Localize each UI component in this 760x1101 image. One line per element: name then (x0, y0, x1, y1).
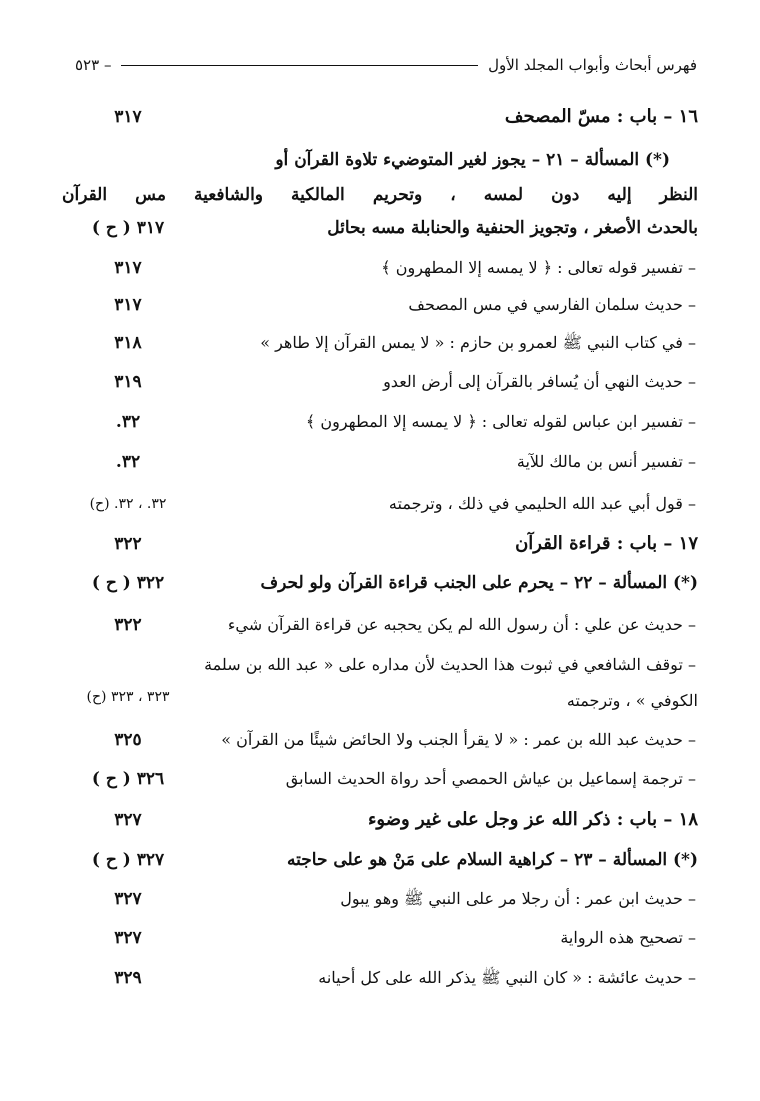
section-heading: ١٧ – باب : قراءة القرآن (515, 533, 698, 554)
page-ref: ٣٢٧ ( ح ) (91, 850, 165, 870)
issue-heading-cont: بالحدث الأصغر ، وتجويز الحنفية والحنابلة مسه بحائل (327, 218, 698, 238)
section-heading: ١٦ – باب : مسّ المصحف (504, 106, 698, 127)
sub-entry: – حديث عائشة : « كان النبي ﷺ يذكر الله على كل أحيانه (318, 961, 696, 995)
page-ref: ٣٢٧ (114, 889, 142, 909)
sub-entry: – تفسير أنس بن مالك للآية (517, 445, 696, 479)
page-ref: ٣٢٩ (114, 968, 142, 988)
index-entry (0, 326, 760, 360)
page-ref: ٣٢٢ ( ح ) (91, 573, 165, 593)
sub-entry: – حديث ابن عمر : أن رجلا مر على النبي ﷺ وهو يبول (340, 882, 696, 916)
index-entry (0, 251, 760, 285)
index-entry (0, 365, 760, 399)
index-entry (0, 608, 760, 642)
index-entry (0, 762, 760, 796)
issue-heading: (*) المسألة – ٢٣ – كراهية السلام على مَنْ هو على حاجته (287, 850, 698, 870)
sub-entry: – حديث عبد الله بن عمر : « لا يقرأ الجنب ولا الحائض شيئًا من القرآن » (221, 723, 696, 757)
sub-entry: – تصحيح هذه الرواية (560, 921, 696, 955)
index-entry (0, 211, 760, 245)
section-heading: ١٨ – باب : ذكر الله عز وجل على غير وضوء (367, 809, 698, 830)
header-rule (121, 65, 478, 66)
sub-entry: – تفسير ابن عباس لقوله تعالى : ﴿ لا يمسه إلا المطهرون ﴾ (306, 405, 696, 439)
header-page-number: – ٥٢٣ (75, 56, 112, 74)
page-ref: ٣١٧ (114, 107, 142, 127)
index-entry (0, 921, 760, 955)
page-ref: ٣٢٧ (114, 810, 142, 830)
page-ref: ٣١٧ ( ح ) (91, 218, 165, 238)
page-ref: ٣٢٣ ، ٣٢٣ (ح) (86, 689, 170, 705)
sub-entry-cont: الكوفي » ، وترجمته (566, 691, 698, 710)
issue-heading: (*) المسألة – ٢١ – يجوز لغير المتوضيء تلاوة القرآن أو (275, 150, 670, 170)
index-entry (0, 487, 760, 521)
index-entry (0, 566, 760, 600)
index-entry (0, 803, 760, 837)
page-ref: ٣٢٧ (114, 928, 142, 948)
page-ref: ٣٢. ، ٣٢. (ح) (89, 496, 167, 512)
sub-entry: – حديث عن علي : أن رسول الله لم يكن يحجبه عن قراءة القرآن شيء (228, 608, 696, 642)
sub-entry: – توقف الشافعي في ثبوت هذا الحديث لأن مداره على « عبد الله بن سلمة (204, 648, 696, 682)
page-ref: ٣١٧ (114, 258, 142, 278)
index-entry (0, 405, 760, 439)
index-entry (0, 882, 760, 916)
sub-entry: – حديث سلمان الفارسي في مس المصحف (408, 288, 696, 322)
index-entry (0, 843, 760, 877)
sub-entry: – حديث النهي أن يُسافر بالقرآن إلى أرض العدو (383, 365, 696, 399)
page-ref: ٣٢. (115, 412, 141, 432)
page-ref: ٣١٨ (114, 333, 142, 353)
issue-heading-cont: النظر إليه دون لمسه ، وتحريم المالكية والشافعية مس القرآن (62, 185, 698, 205)
index-entry (0, 178, 760, 212)
index-entry (0, 100, 760, 134)
index-entry (0, 143, 760, 177)
index-entry (0, 684, 760, 718)
index-entry (0, 527, 760, 561)
sub-entry: – في كتاب النبي ﷺ لعمرو بن حازم : « لا يمس القرآن إلا طاهر » (260, 326, 696, 360)
sub-entry: – ترجمة إسماعيل بن عياش الحمصي أحد رواة الحديث السابق (286, 762, 696, 796)
sub-entry: – قول أبي عبد الله الحليمي في ذلك ، وترجمته (389, 487, 696, 521)
running-header (75, 52, 697, 78)
index-entry (0, 723, 760, 757)
page-ref: ٣١٩ (114, 372, 142, 392)
page-ref: ٣٢٢ (114, 534, 142, 554)
page-ref: ٣٢٥ (114, 730, 142, 750)
index-entry (0, 445, 760, 479)
index-entry (0, 961, 760, 995)
page-ref: ٣٢٦ ( ح ) (91, 769, 165, 789)
page-ref: ٣٢٢ (114, 615, 142, 635)
index-entry (0, 648, 760, 682)
sub-entry: – تفسير قوله تعالى : ﴿ لا يمسه إلا المطهرون ﴾ (381, 251, 696, 285)
index-entry (0, 288, 760, 322)
issue-heading: (*) المسألة – ٢٢ – يحرم على الجنب قراءة القرآن ولو لحرف (260, 573, 698, 593)
page-ref: ٣١٧ (114, 295, 142, 315)
page-ref: ٣٢. (115, 452, 141, 472)
header-title: فهرس أبحاث وأبواب المجلد الأول (488, 56, 697, 74)
